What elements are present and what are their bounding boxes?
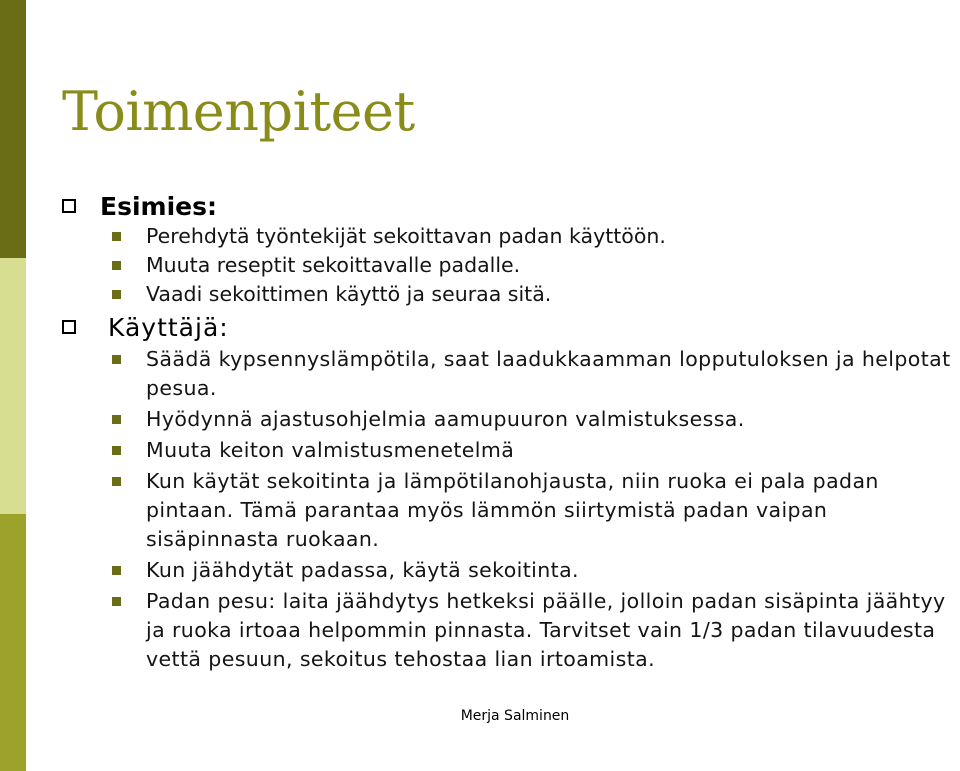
hollow-square-bullet-icon: [62, 199, 76, 213]
square-bullet-icon: [112, 415, 121, 424]
side-band-dark: [0, 0, 26, 258]
square-bullet-icon: [112, 261, 121, 270]
list-item: Kun käytät sekoitinta ja lämpötilanohjausta, niin ruoka ei pala padan pintaan. Tämä parantaa myös lämmön siirtymistä padan vaipan sisäpinnasta ruokaan.: [112, 467, 952, 554]
hollow-square-bullet-icon: [62, 320, 76, 334]
side-band-light: [0, 258, 26, 514]
list-item: Perehdytä työntekijät sekoittavan padan käyttöön.: [112, 222, 952, 251]
list-item: Säädä kypsennyslämpötila, saat laadukkaamman lopputuloksen ja helpotat pesua.: [112, 345, 952, 403]
bullet-list: [62, 345, 952, 674]
square-bullet-icon: [112, 290, 121, 299]
section-esimies: [62, 190, 952, 309]
list-item: Padan pesu: laita jäähdytys hetkeksi päälle, jolloin padan sisäpinta jäähtyy ja ruoka irtoaa helpommin pinnasta. Tarvitset vain 1/3 padan tilavuudesta vettä pesuun, sekoitus tehostaa lian irtoamista.: [112, 587, 952, 674]
list-item: Muuta reseptit sekoittavalle padalle.: [112, 251, 952, 280]
square-bullet-icon: [112, 597, 121, 606]
section-heading: Käyttäjä:: [62, 311, 952, 343]
list-item: Hyödynnä ajastusohjelmia aamupuuron valmistuksessa.: [112, 405, 952, 434]
square-bullet-icon: [112, 355, 121, 364]
slide-title: Toimenpiteet: [62, 80, 415, 143]
list-item: Vaadi sekoittimen käyttö ja seuraa sitä.: [112, 280, 952, 309]
bullet-list: [62, 222, 952, 309]
square-bullet-icon: [112, 446, 121, 455]
side-band-olive: [0, 514, 26, 771]
slide-footer: Merja Salminen: [460, 708, 570, 724]
square-bullet-icon: [112, 566, 121, 575]
section-kayttaja: [62, 311, 952, 674]
list-item: Muuta keiton valmistusmenetelmä: [112, 436, 952, 465]
square-bullet-icon: [112, 477, 121, 486]
square-bullet-icon: [112, 232, 121, 241]
list-item: Kun jäähdytät padassa, käytä sekoitinta.: [112, 556, 952, 585]
section-heading: Esimies:: [62, 190, 952, 222]
slide-content: [62, 190, 952, 674]
